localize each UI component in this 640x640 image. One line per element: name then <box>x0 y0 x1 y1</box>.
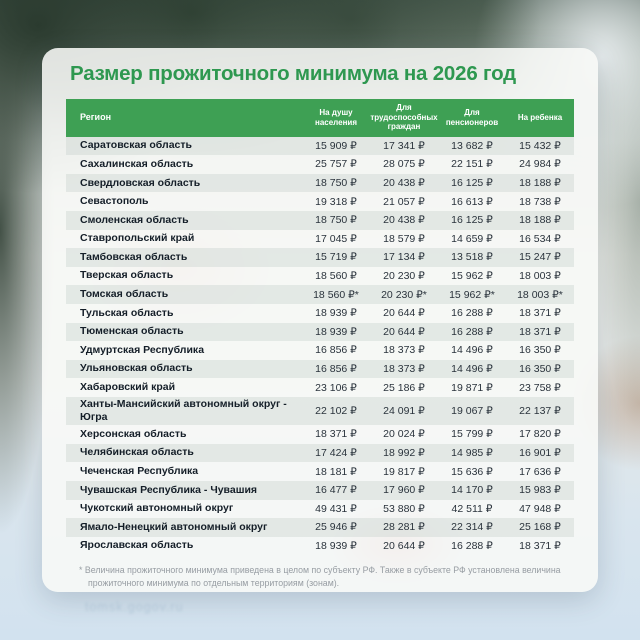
value-cell: 21 057 ₽ <box>383 195 425 208</box>
region-cell: Херсонская область <box>80 427 187 440</box>
value-cell: 16 350 ₽ <box>519 344 561 357</box>
value-cell: 18 371 ₽ <box>519 325 561 338</box>
table-row <box>66 211 574 230</box>
value-cell: 20 438 ₽ <box>383 214 425 227</box>
table-row <box>66 304 574 323</box>
value-cell: 18 560 ₽* <box>313 288 359 301</box>
table-row <box>66 378 574 397</box>
value-cell: 47 948 ₽ <box>519 502 561 515</box>
table-row <box>66 137 574 156</box>
value-cell: 18 560 ₽ <box>315 270 357 283</box>
value-cell: 22 151 ₽ <box>451 158 493 171</box>
value-cell: 18 750 ₽ <box>315 214 357 227</box>
region-cell: Тверская область <box>80 269 174 282</box>
value-cell: 28 281 ₽ <box>383 521 425 534</box>
value-cell: 15 247 ₽ <box>519 251 561 264</box>
value-cell: 15 962 ₽ <box>451 270 493 283</box>
value-cell: 17 636 ₽ <box>519 465 561 478</box>
value-cell: 23 758 ₽ <box>519 381 561 394</box>
table-row <box>66 267 574 286</box>
value-cell: 17 341 ₽ <box>383 139 425 152</box>
value-cell: 20 438 ₽ <box>383 177 425 190</box>
table-row <box>66 174 574 193</box>
table-row <box>66 155 574 174</box>
table-row <box>66 192 574 211</box>
value-cell: 16 613 ₽ <box>451 195 493 208</box>
value-cell: 16 350 ₽ <box>519 363 561 376</box>
value-cell: 17 045 ₽ <box>315 232 357 245</box>
value-cell: 15 636 ₽ <box>451 465 493 478</box>
value-cell: 13 682 ₽ <box>451 139 493 152</box>
content-card <box>42 48 598 592</box>
table-row <box>66 444 574 463</box>
table-row <box>66 500 574 519</box>
region-cell: Свердловская область <box>80 176 201 189</box>
value-cell: 18 371 ₽ <box>315 428 357 441</box>
value-cell: 18 003 ₽ <box>519 270 561 283</box>
region-cell: Севастополь <box>80 195 149 208</box>
column-header-region: Регион <box>80 112 111 123</box>
value-cell: 17 820 ₽ <box>519 428 561 441</box>
column-header-pensioners: Для пенсионеров <box>445 108 499 127</box>
table-row <box>66 285 574 304</box>
value-cell: 16 534 ₽ <box>519 232 561 245</box>
value-cell: 15 962 ₽* <box>449 288 495 301</box>
footnote: * Величина прожиточного минимума приведена в целом по субъекту РФ. Также в субъекте РФ установлена величина прожиточного минимума по отдельным территориям (зонам). <box>79 565 561 588</box>
column-header-child: На ребенка <box>517 112 563 122</box>
value-cell: 22 314 ₽ <box>451 521 493 534</box>
value-cell: 18 003 ₽* <box>517 288 563 301</box>
value-cell: 20 230 ₽ <box>383 270 425 283</box>
value-cell: 18 939 ₽ <box>315 540 357 553</box>
value-cell: 16 856 ₽ <box>315 363 357 376</box>
region-cell: Чеченская Республика <box>80 465 199 478</box>
value-cell: 18 579 ₽ <box>383 232 425 245</box>
region-cell: Томская область <box>80 288 169 301</box>
value-cell: 19 817 ₽ <box>383 465 425 478</box>
value-cell: 49 431 ₽ <box>315 502 357 515</box>
value-cell: 16 125 ₽ <box>451 214 493 227</box>
value-cell: 18 939 ₽ <box>315 307 357 320</box>
value-cell: 15 432 ₽ <box>519 139 561 152</box>
region-cell: Ямало-Ненецкий автономный округ <box>80 520 268 533</box>
value-cell: 42 511 ₽ <box>451 502 493 515</box>
region-cell: Удмуртская Республика <box>80 343 205 356</box>
value-cell: 18 373 ₽ <box>383 363 425 376</box>
value-cell: 20 230 ₽* <box>381 288 427 301</box>
table-row <box>66 537 574 556</box>
value-cell: 25 946 ₽ <box>315 521 357 534</box>
region-cell: Ханты-Мансийский автономный округ - Югра <box>80 397 287 424</box>
value-cell: 15 719 ₽ <box>315 251 357 264</box>
value-cell: 53 880 ₽ <box>383 502 425 515</box>
value-cell: 18 738 ₽ <box>519 195 561 208</box>
value-cell: 17 424 ₽ <box>315 447 357 460</box>
table-body <box>66 137 574 556</box>
region-cell: Ульяновская область <box>80 362 193 375</box>
table-row <box>66 481 574 500</box>
value-cell: 25 186 ₽ <box>383 381 425 394</box>
value-cell: 15 799 ₽ <box>451 428 493 441</box>
region-cell: Смоленская область <box>80 213 189 226</box>
value-cell: 16 288 ₽ <box>451 540 493 553</box>
region-cell: Ярославская область <box>80 539 194 552</box>
value-cell: 19 871 ₽ <box>451 381 493 394</box>
value-cell: 18 939 ₽ <box>315 325 357 338</box>
table-row <box>66 360 574 379</box>
value-cell: 23 106 ₽ <box>315 381 357 394</box>
value-cell: 19 067 ₽ <box>451 405 493 418</box>
table-row <box>66 518 574 537</box>
value-cell: 20 644 ₽ <box>383 540 425 553</box>
value-cell: 16 856 ₽ <box>315 344 357 357</box>
value-cell: 15 983 ₽ <box>519 484 561 497</box>
value-cell: 18 181 ₽ <box>315 465 357 478</box>
table-row <box>66 230 574 249</box>
value-cell: 16 901 ₽ <box>519 447 561 460</box>
value-cell: 15 909 ₽ <box>315 139 357 152</box>
value-cell: 14 496 ₽ <box>451 344 493 357</box>
column-header-per-capita: На душу населения <box>314 108 358 127</box>
region-cell: Чукотский автономный округ <box>80 502 234 515</box>
value-cell: 18 371 ₽ <box>519 540 561 553</box>
value-cell: 18 188 ₽ <box>519 177 561 190</box>
value-cell: 16 477 ₽ <box>315 484 357 497</box>
table-row <box>66 248 574 267</box>
value-cell: 19 318 ₽ <box>315 195 357 208</box>
value-cell: 20 644 ₽ <box>383 307 425 320</box>
value-cell: 24 091 ₽ <box>383 405 425 418</box>
table-row <box>66 323 574 342</box>
value-cell: 18 188 ₽ <box>519 214 561 227</box>
table-row <box>66 462 574 481</box>
value-cell: 17 134 ₽ <box>383 251 425 264</box>
value-cell: 14 170 ₽ <box>451 484 493 497</box>
region-cell: Чувашская Республика - Чувашия <box>80 483 258 496</box>
value-cell: 17 960 ₽ <box>383 484 425 497</box>
value-cell: 16 288 ₽ <box>451 325 493 338</box>
page-title: Размер прожиточного минимума на 2026 год <box>70 62 516 85</box>
watermark: tomsk.gogov.ru <box>85 600 184 614</box>
value-cell: 16 125 ₽ <box>451 177 493 190</box>
value-cell: 18 371 ₽ <box>519 307 561 320</box>
value-cell: 20 644 ₽ <box>383 325 425 338</box>
value-cell: 18 373 ₽ <box>383 344 425 357</box>
region-cell: Саратовская область <box>80 139 192 152</box>
region-cell: Челябинская область <box>80 446 194 459</box>
value-cell: 16 288 ₽ <box>451 307 493 320</box>
value-cell: 14 985 ₽ <box>451 447 493 460</box>
value-cell: 25 757 ₽ <box>315 158 357 171</box>
region-cell: Тамбовская область <box>80 250 188 263</box>
value-cell: 24 984 ₽ <box>519 158 561 171</box>
region-cell: Ставропольский край <box>80 232 195 245</box>
value-cell: 22 137 ₽ <box>519 405 561 418</box>
value-cell: 22 102 ₽ <box>315 405 357 418</box>
value-cell: 20 024 ₽ <box>383 428 425 441</box>
value-cell: 25 168 ₽ <box>519 521 561 534</box>
value-cell: 28 075 ₽ <box>383 158 425 171</box>
region-cell: Хабаровский край <box>80 381 176 394</box>
value-cell: 18 992 ₽ <box>383 447 425 460</box>
value-cell: 18 750 ₽ <box>315 177 357 190</box>
table-row <box>66 425 574 444</box>
table-row <box>66 341 574 360</box>
table-row <box>66 397 574 425</box>
value-cell: 14 659 ₽ <box>451 232 493 245</box>
column-header-working-age: Для трудоспособных граждан <box>370 103 438 132</box>
region-cell: Тюменская область <box>80 325 184 338</box>
region-cell: Тульская область <box>80 306 174 319</box>
value-cell: 14 496 ₽ <box>451 363 493 376</box>
value-cell: 13 518 ₽ <box>451 251 493 264</box>
table-header-row <box>66 99 574 137</box>
region-cell: Сахалинская область <box>80 157 194 170</box>
